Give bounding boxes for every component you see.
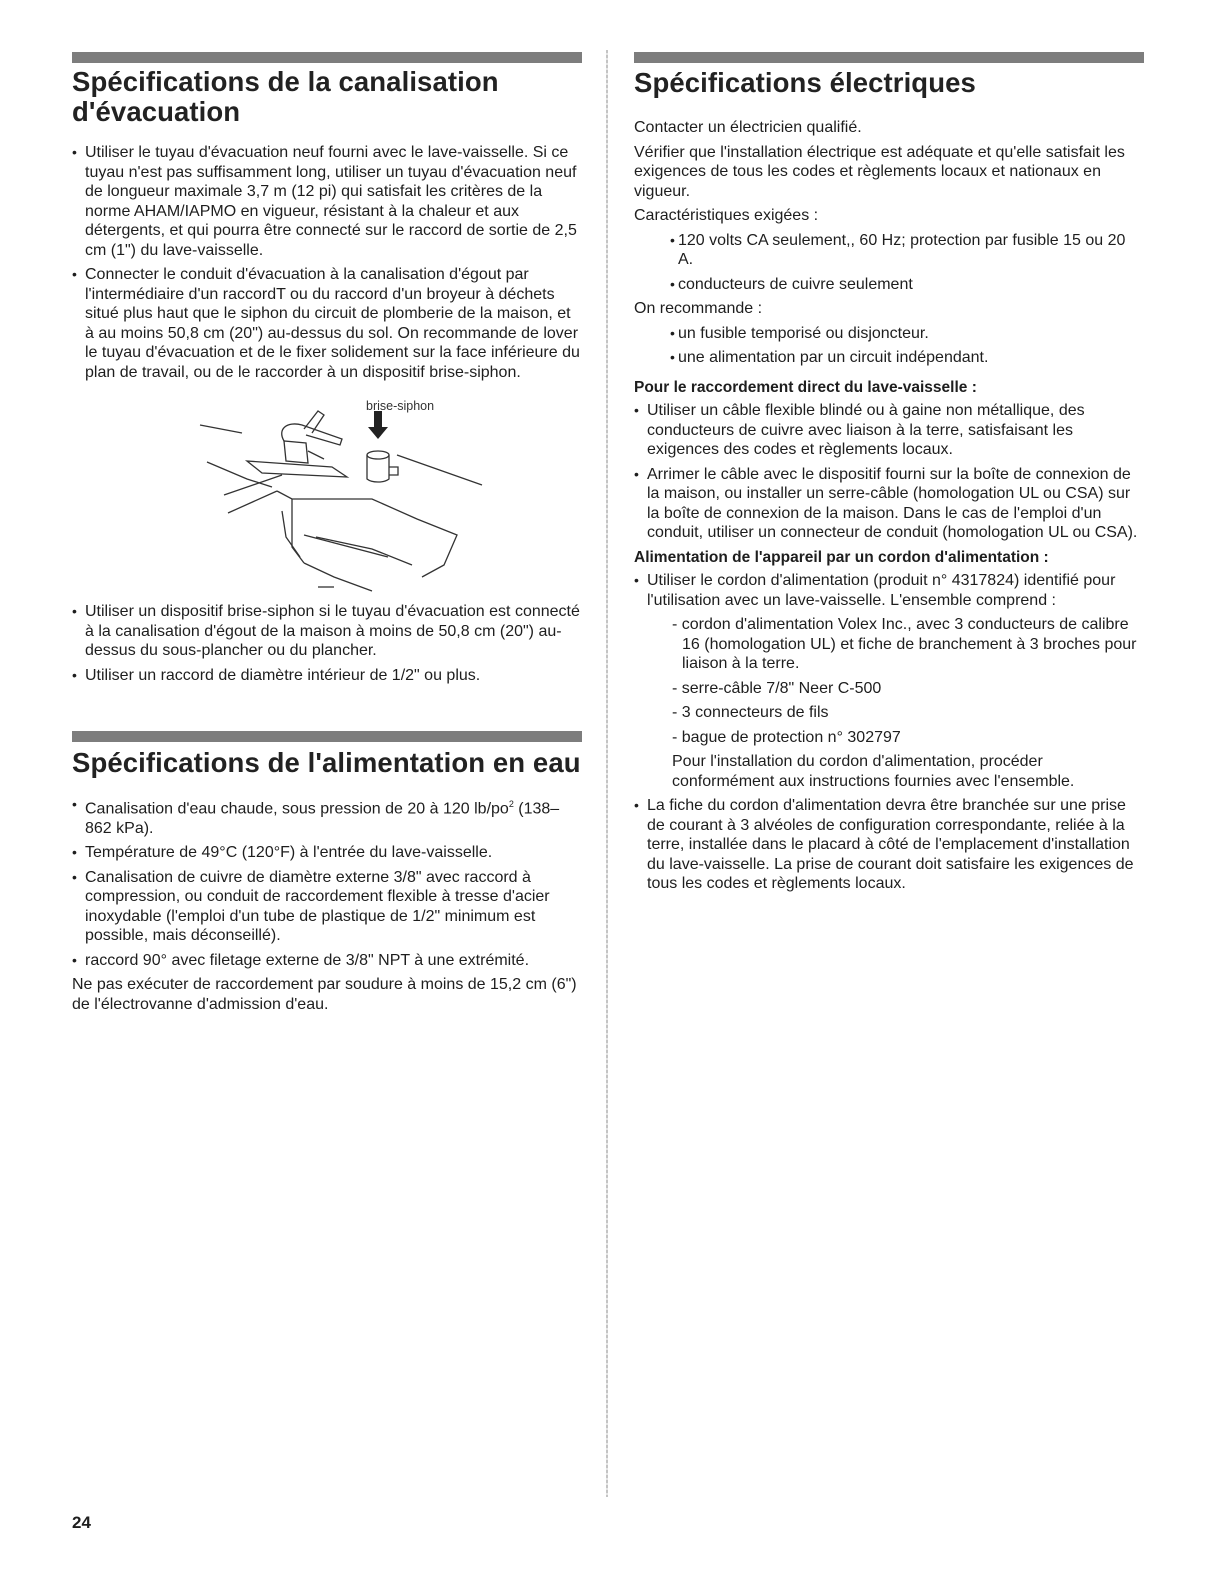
kit-item: - 3 connecteurs de fils [672,704,829,721]
kit-contents-list [647,615,1144,747]
drain-bullet: • Connecter le conduit d'évacuation à la canalisation d'égout par l'intermédiaire d'un raccordT ou du raccord d'un broyeur à déchets situé plus haut que le siphon du circuit de plomberie de la maison, et à au moins 50,8 cm (20") au-dessus du sol. On recommande de lover le tuyau d'évacuation et de le fixer solidement sur la face inférieure du plan de travail, ou de le raccorder à un dispositif brise-siphon. [72,265,582,382]
electric-body [634,118,1144,894]
electric-paragraph: On recommande : [634,300,763,317]
water-note: Ne pas exécuter de raccordement par soudure à moins de 15,2 cm (6") de l'électrovanne d'admission d'eau. [72,976,577,1013]
water-bullet-text: Canalisation d'eau chaude, sous pression de 20 à 120 lb/po [85,800,509,818]
requirement-item: • 120 volts CA seulement,, 60 Hz; protection par fusible 15 ou 20 A. [670,231,1144,270]
power-cord-text: Utiliser le cordon d'alimentation (produit n° 4317824) identifié pour l'utilisation avec un lave-vaisselle. L'ensemble comprend : [647,572,1116,609]
water-body [72,795,582,1014]
electric-paragraph: Contacter un électricien qualifié. [634,119,862,136]
section-bar-drain [72,52,582,63]
recommendation-list [634,324,1144,368]
power-cord-item: • La fiche du cordon d'alimentation devra être branchée sur une prise de courant à 3 alvéoles de configuration correspondante, reliée à la terre, installée dans le placard à côté de l'emplacement d'installation du lave-vaisselle. La prise de courant doit satisfaire les exigences de tous les codes et règlements locaux. [634,796,1144,894]
water-bullet: • Canalisation de cuivre de diamètre externe 3/8" avec raccord à compression, ou conduit de raccordement flexible à tresse d'acier inoxydable (l'emploi d'un tube de plastique de 1/2" minimum est possible, mais déconseillé). [72,868,582,946]
power-cord-heading: Alimentation de l'appareil par un cordon d'alimentation : [634,548,1049,566]
water-bullet [72,795,582,838]
superscript: 2 [508,799,514,809]
drain-body [72,143,582,685]
power-cord-item [634,571,1144,791]
recommendation-item: • un fusible temporisé ou disjoncteur. [670,324,1144,344]
kit-note: Pour l'installation du cordon d'alimentation, procéder conformément aux instructions fournies avec l'ensemble. [672,753,1075,790]
drain-section-title [72,67,582,127]
requirement-item: • conducteurs de cuivre seulement [670,275,1144,295]
direct-connection-item: • Utiliser un câble flexible blindé ou à gaine non métallique, des conducteurs de cuivre avec liaison à la terre, satisfaisant les exigences des codes et règlements locaux. [634,401,1144,460]
kit-item: - cordon d'alimentation Volex Inc., avec 3 conducteurs de calibre 16 (homologation UL) et fiche de branchement à 3 broches pour liaison à la terre. [672,616,1137,672]
electric-section-title: Spécifications électriques [634,67,976,98]
drain-bullet: • Utiliser le tuyau d'évacuation neuf fourni avec le lave-vaisselle. Si ce tuyau n'est pas suffisamment long, utiliser un tuyau d'évacuation neuf de longueur maximale 3,7 m (12 pi) qui satisfait les critères de la norme AHAM/IAPMO en vigueur, résistant à la chaleur et aux détergents, et qui pourra être connecté sur le raccord de sortie de 2,5 cm (1") du lave-vaisselle. [72,143,582,260]
left-column [72,52,582,1019]
figure-label-air-gap: brise-siphon [366,399,435,413]
kit-item: - serre-câble 7/8" Neer C-500 [672,679,882,697]
drain-bullet-list-2 [72,602,582,685]
drain-bullet: • Utiliser un dispositif brise-siphon si le tuyau d'évacuation est connecté à la canalisation d'égout de la maison à moins de 50,8 cm (20") au-dessus du sous-plancher ou du plancher. [72,602,582,661]
water-bullet: • Température de 49°C (120°F) à l'entrée du lave-vaisselle. [72,843,582,863]
air-gap-diagram [72,387,582,592]
requirements-list [634,231,1144,295]
direct-connection-item: • Arrimer le câble avec le dispositif fourni sur la boîte de connexion de la maison, ou installer un serre-câble (homologation UL ou CSA) sur la boîte de connexion de la maison. Dans le cas de l'emploi d'un conduit, utiliser un connecteur de conduit (homologation UL ou CSA). [634,465,1144,543]
electric-paragraph: Vérifier que l'installation électrique est adéquate et qu'elle satisfait les exigences de tous les codes et règlements locaux et nationaux en vigueur. [634,143,1125,200]
column-divider [606,50,608,1497]
section-bar-water [72,731,582,742]
page-number: 24 [72,1513,91,1532]
direct-connection-heading: Pour le raccordement direct du lave-vaisselle : [634,378,977,396]
kit-item: - bague de protection n° 302797 [672,728,901,746]
direct-connection-list [634,401,1144,543]
electric-paragraph: Caractéristiques exigées : [634,207,819,224]
drain-bullet: • Utiliser un raccord de diamètre intérieur de 1/2" ou plus. [72,666,582,686]
sink-illustration [72,387,582,592]
water-bullet: • raccord 90° avec filetage externe de 3/8" NPT à une extrémité. [72,951,582,971]
drain-title-line2: d'évacuation [72,96,241,127]
right-column [634,52,1144,899]
water-section-title: Spécifications de l'alimentation en eau [72,747,581,778]
water-bullet-text: (138–862 kPa). [85,800,560,837]
drain-bullet-list [72,143,582,382]
drain-title-line1: Spécifications de la canalisation [72,66,499,97]
recommendation-item: • une alimentation par un circuit indépendant. [670,348,1144,368]
section-bar-electric [634,52,1144,63]
water-bullet-list [72,795,582,970]
power-cord-list [634,571,1144,894]
